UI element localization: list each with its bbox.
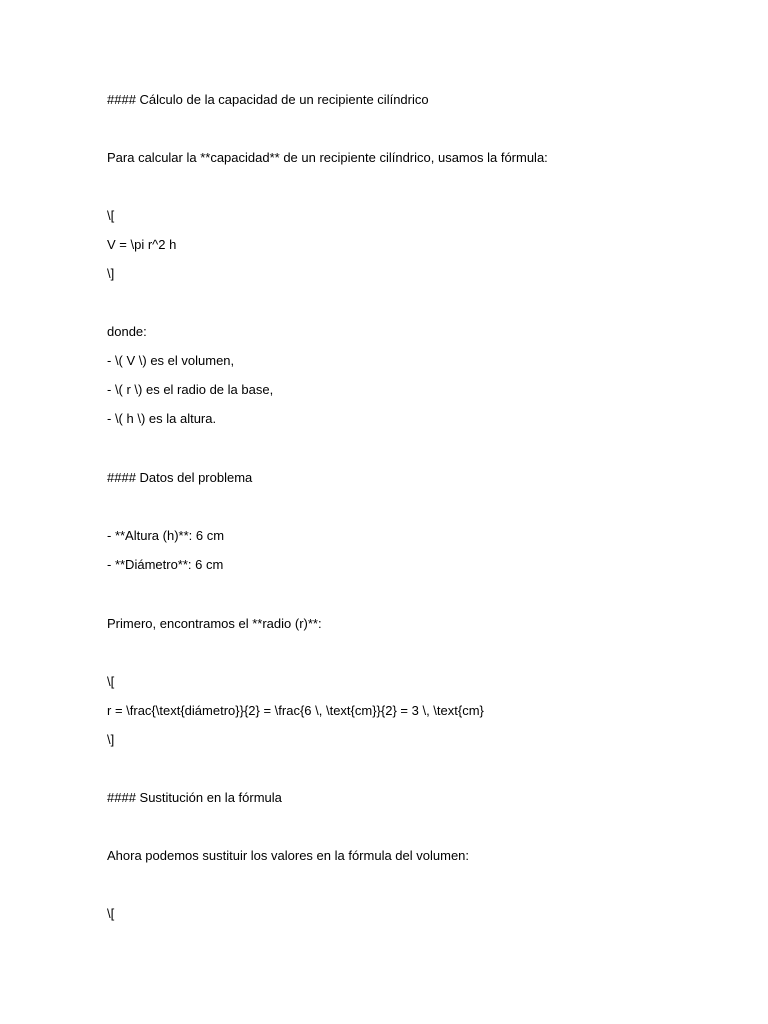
list-item-altura-valor: - **Altura (h)**: 6 cm <box>107 528 225 543</box>
paragraph-donde: donde: <box>107 324 147 339</box>
paragraph-ahora: Ahora podemos sustituir los valores en la fórmula del volumen: <box>107 848 470 863</box>
formula-open-bracket-2: \[ <box>107 674 115 689</box>
paragraph-primero: Primero, encontramos el **radio (r)**: <box>107 616 322 631</box>
list-item-radio: - \( r \) es el radio de la base, <box>107 382 274 397</box>
list-item-diametro-valor: - **Diámetro**: 6 cm <box>107 557 224 572</box>
formula-open-bracket: \[ <box>107 208 115 223</box>
formula-open-bracket-3: \[ <box>107 906 115 921</box>
list-item-altura: - \( h \) es la altura. <box>107 411 217 426</box>
paragraph-intro: Para calcular la **capacidad** de un recipiente cilíndrico, usamos la fórmula: <box>107 150 548 165</box>
list-item-volumen: - \( V \) es el volumen, <box>107 353 235 368</box>
formula-close-bracket-2: \] <box>107 732 115 747</box>
formula-radio: r = \frac{\text{diámetro}}{2} = \frac{6 \, \text{cm}}{2} = 3 \, \text{cm} <box>107 703 484 718</box>
heading-calculo-capacidad: #### Cálculo de la capacidad de un recipiente cilíndrico <box>107 92 429 107</box>
formula-volume: V = \pi r^2 h <box>107 237 177 252</box>
formula-close-bracket: \] <box>107 266 115 281</box>
heading-datos-problema: #### Datos del problema <box>107 470 253 485</box>
heading-sustitucion: #### Sustitución en la fórmula <box>107 790 282 805</box>
